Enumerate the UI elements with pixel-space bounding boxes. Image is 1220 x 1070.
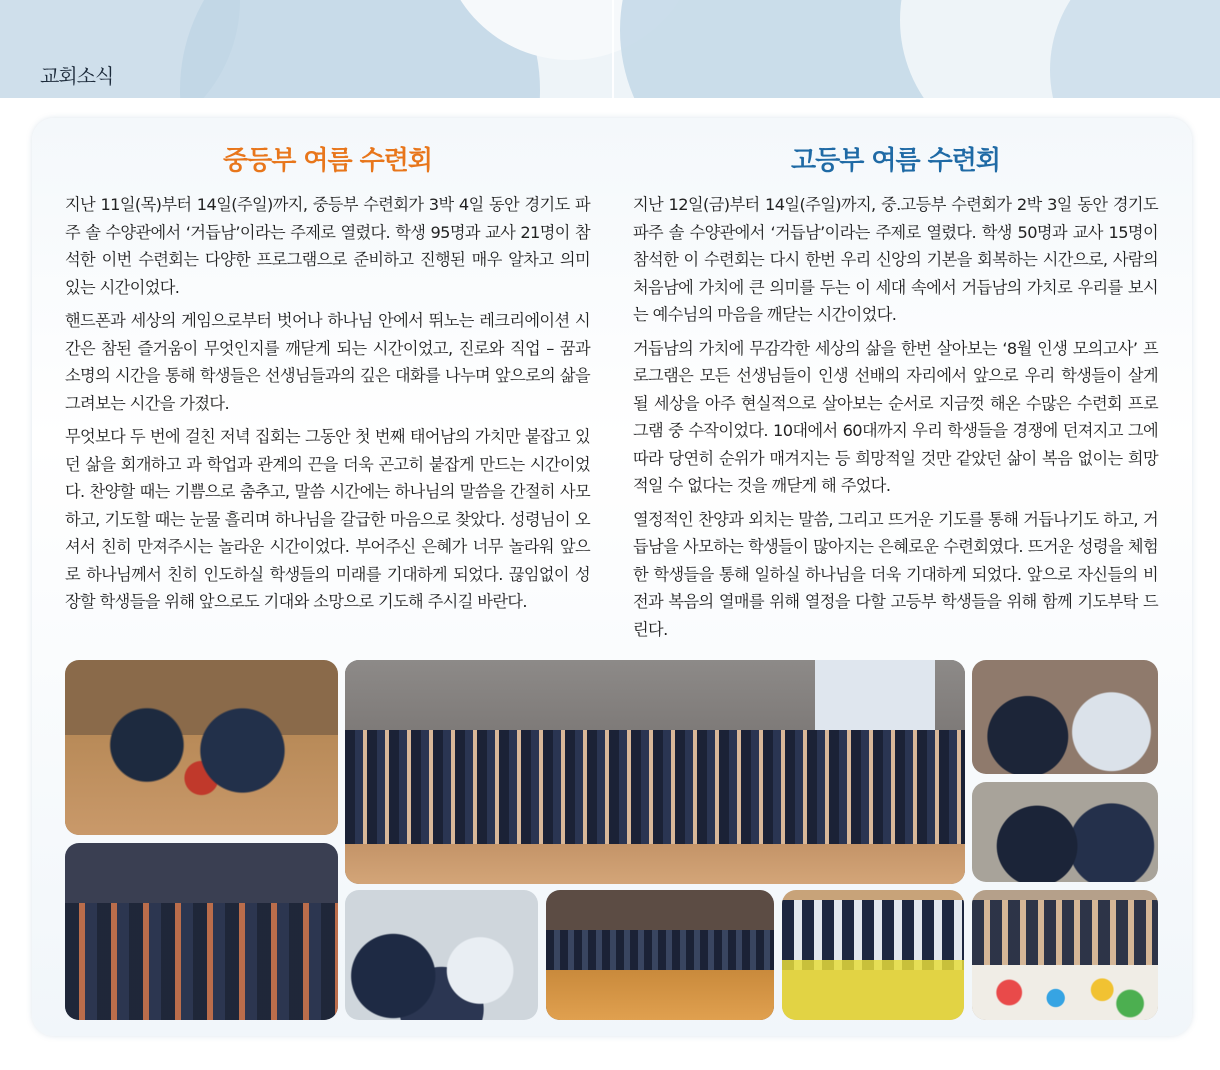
article-paragraph: 핸드폰과 세상의 게임으로부터 벗어나 하나님 안에서 뛰노는 레크리에이션 시간은 참된 즐거움이 무엇인지를 깨닫게 되는 시간이었고, 진로와 직업 – 꿈과 소명의 시간을 통해 학생들은 선생님들과의 깊은 대화를 나누며 앞으로의 삶을 그려보는 시간을 가졌다. [65,311,590,413]
article-paragraph: 지난 12일(금)부터 14일(주일)까지, 중.고등부 수련회가 2박 3일 동안 경기도 파주 솔 수양관에서 ‘거듭남’이라는 주제로 열렸다. 학생 50명과 교사 15명이 참석한 이 수련회는 다시 한번 우리 신앙의 기본을 회복하는 시간으로, 사람의 처음남에 가치에 큰 의미를 두는 이 세대 속에서 거듭남의 가치로 우리를 보시는 예수님의 마음을 깨닫는 시간이었다. [633,195,1158,324]
header-divider [612,0,614,98]
article-title: 중등부 여름 수련회 [222,146,433,176]
photo-students-praising [972,660,1158,774]
article-paragraph: 열정적인 찬양과 외치는 말씀, 그리고 뜨거운 기도를 통해 거듭나기도 하고, 거듭남을 사모하는 학생들이 많아지는 은혜로운 수련회였다. 뜨거운 성령을 체험한 학생들을 통해 일하실 하나님을 더욱 기대하게 되었다. 앞으로 자신들의 비전과 복음의 열매를 위해 열정을 다할 고등부 학생들을 위해 함께 기도부탁 드린다. [633,509,1158,639]
article-high-school [633,140,1158,649]
photo-students-posing [972,782,1158,882]
photo-twister-game [972,890,1158,1020]
photo-small-group-circle [65,660,338,835]
page-header [0,0,1220,98]
photo-group-picture [345,660,965,884]
article-paragraph: 무엇보다 두 번에 걸친 저녁 집회는 그동안 첫 번째 태어남의 가치만 붙잡고 있던 삶을 회개하고 과 학업과 관계의 끈을 더욱 곤고히 붙잡게 만드는 시간이었다. 찬양할 때는 기쁨으로 춤추고, 말씀 시간에는 하나님의 말씀을 간절히 사모하고, 기도할 때는 눈물 흘리며 하나님을 갈급한 마음으로 찾았다. 성령님이 오셔서 친히 만져주시는 놀라운 시간이었다. 부어주신 은혜가 너무 놀라워 앞으로 하나님께서 친히 인도하실 학생들의 미래를 기대하게 되었다. 끊임없이 성장할 학생들을 위해 앞으로도 기대와 소망으로 기도해 주시길 바란다. [65,427,590,611]
section-label: 교회소식 [40,64,114,88]
article-title: 고등부 여름 수련회 [790,146,1001,176]
article-paragraph: 거듭남의 가치에 무감각한 세상의 삶을 한번 살아보는 ‘8월 인생 모의고사’ 프로그램은 모든 선생님들이 인생 선배의 자리에서 앞으로 우리 학생들이 살게 될 세상을 아주 현실적으로 살아보는 순서로 지금껏 해온 수많은 수련회 프로그램 중 수작이었다. 10대에서 60대까지 우리 학생들을 경쟁에 던져지고 그에 따라 당연히 순위가 매겨지는 등 희망적일 것만 같았던 삶이 복음 없이는 희망적일 수 없다는 것을 깨닫게 해 주었다. [633,338,1158,495]
photo-parachute-game [782,890,964,1020]
article-paragraph: 지난 11일(목)부터 14일(주일)까지, 중등부 수련회가 3박 4일 동안 경기도 파주 솔 수양관에서 ‘거듭남’이라는 주제로 열렸다. 학생 95명과 교사 21명이 참석한 이번 수련회는 다양한 프로그램으로 준비하고 진행된 매우 알차고 의미 있는 시간이었다. [65,195,590,297]
header-decoration [1050,0,1220,98]
photo-students-cheering [345,890,538,1020]
photo-worship-stage [546,890,774,1020]
article-middle-school [65,140,590,622]
photo-worship-auditorium [65,843,338,1020]
